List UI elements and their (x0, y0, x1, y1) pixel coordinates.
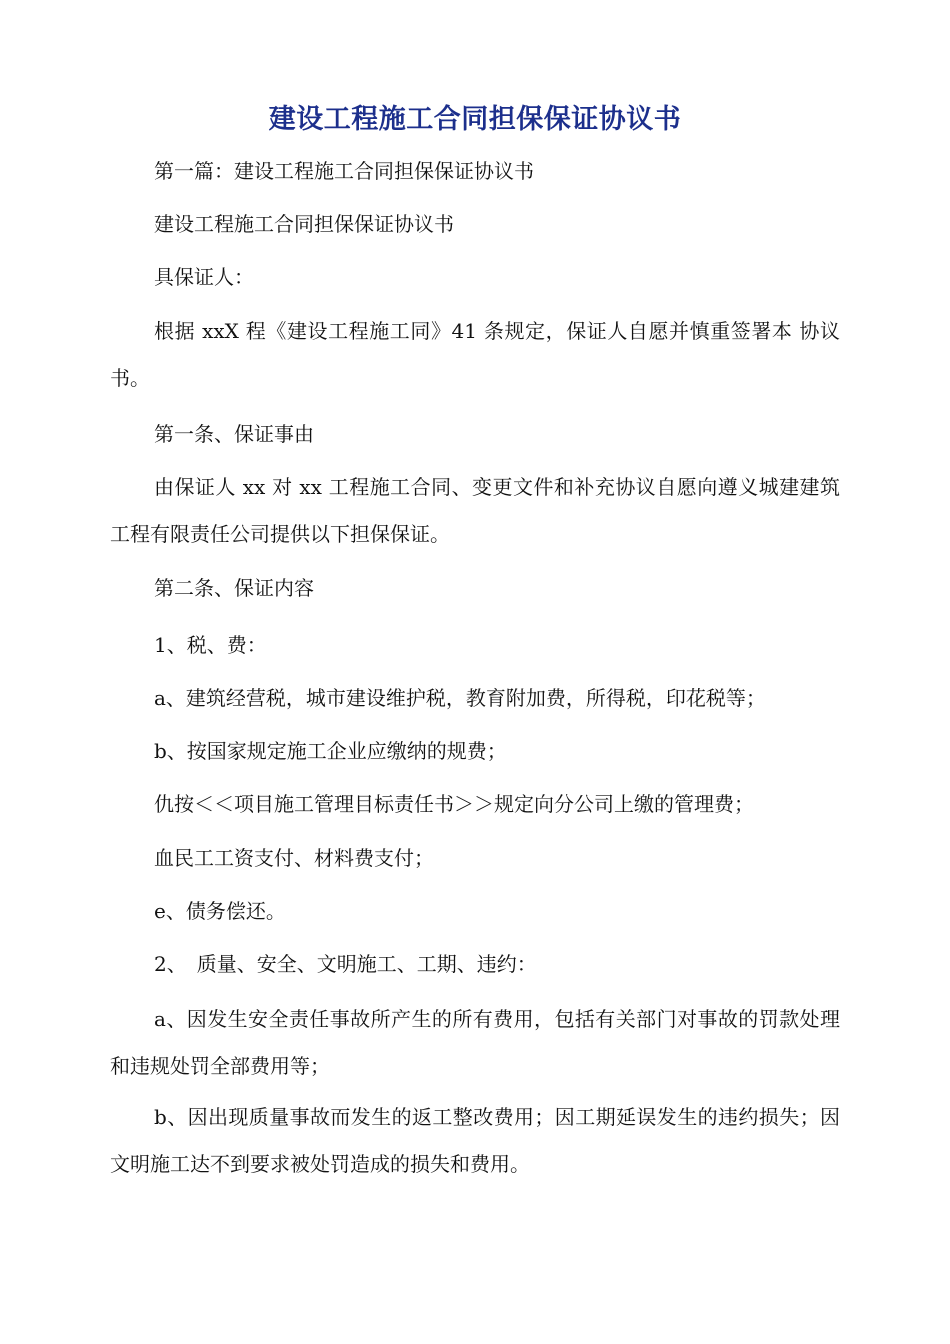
paragraph-legal-basis: 根据 xxX 程《建设工程施工同》41 条规定，保证人自愿并慎重签署本 协议书。 (110, 319, 840, 390)
list-item-b-fees: b、按国家规定施工企业应缴纳的规费； (154, 739, 507, 763)
document-title: 建设工程施工合同担保保证协议书 (268, 104, 682, 135)
list-item-e-debt: e、债务偿还。 (154, 899, 286, 923)
list-item-a-accident-costs: a、因发生安全责任事故所产生的所有费用，包括有关部门对事故的罚款处理和违规处罚全部费用等； (110, 1007, 840, 1078)
list-item-taxes-fees: 1、税、费： (154, 633, 267, 657)
list-item-b-rework-costs: b、因出现质量事故而发生的返工整改费用；因工期延误发生的违约损失；因文明施工达不到要求被处罚造成的损失和费用。 (110, 1105, 840, 1176)
paragraph-article-2-heading: 第二条、保证内容 (154, 576, 314, 600)
list-item-quality-safety: 2、 质量、安全、文明施工、工期、违约： (154, 952, 537, 976)
paragraph-agreement-name: 建设工程施工合同担保保证协议书 (154, 212, 454, 236)
paragraph-guarantor-label: 具保证人： (154, 265, 254, 289)
paragraph-guarantee-reason: 由保证人 xx 对 xx 工程施工合同、变更文件和补充协议自愿向遵义城建建筑工程有限责任公司提供以下担保保证。 (110, 475, 840, 546)
list-item-c-management-fee: 仇按＜＜项目施工管理目标责任书＞＞规定向分公司上缴的管理费； (154, 792, 754, 816)
list-item-d-wages: 血民工工资支付、材料费支付； (154, 846, 434, 870)
list-item-a-taxes: a、建筑经营税，城市建设维护税，教育附加费，所得税，印花税等； (154, 686, 766, 710)
paragraph-article-1-heading: 第一条、保证事由 (154, 422, 314, 446)
paragraph-part-heading: 第一篇：建设工程施工合同担保保证协议书 (154, 159, 534, 183)
